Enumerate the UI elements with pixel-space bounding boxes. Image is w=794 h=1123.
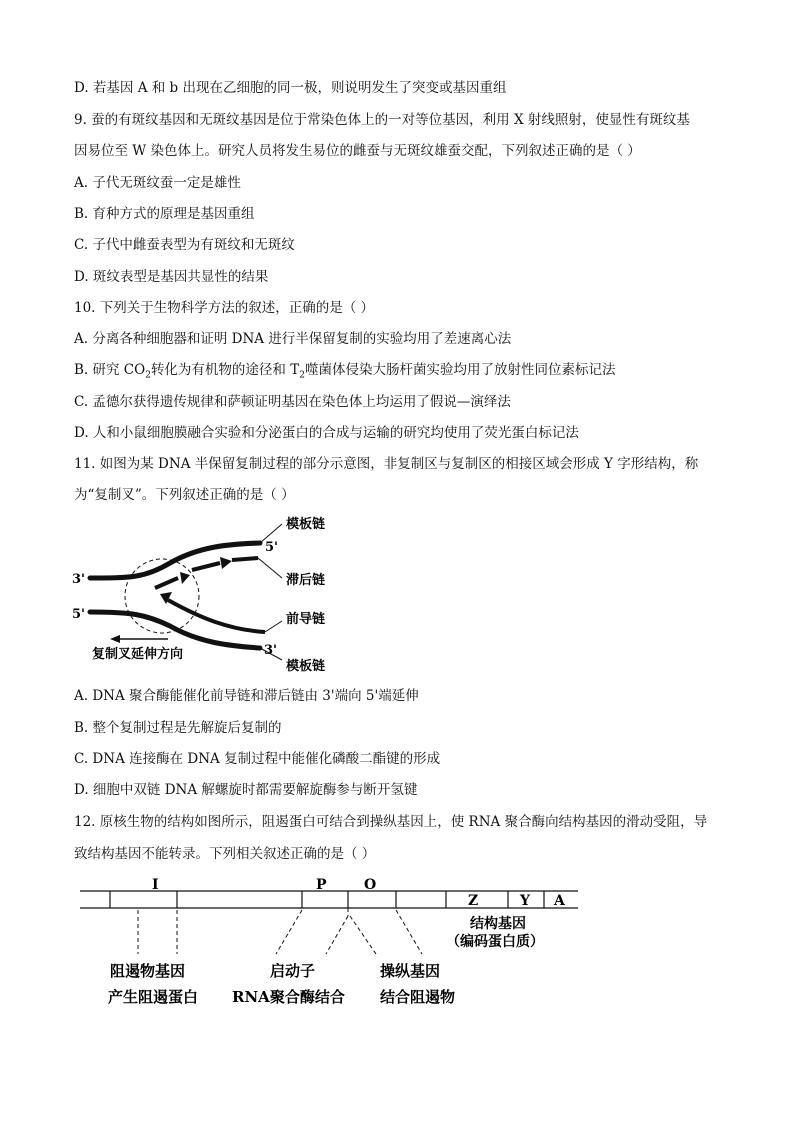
q8-option-d: D. 若基因 A 和 b 出现在乙细胞的同一极，则说明发生了突变或基因重组 <box>74 80 507 96</box>
gene-label-p: P <box>316 877 327 893</box>
operon-figure <box>80 872 600 1012</box>
q10b-subscript-2: 2 <box>299 370 305 381</box>
q11-stem-line2: 为“复制叉”。下列叙述正确的是（ ） <box>74 487 295 503</box>
q11-stem-line1: 11. 如图为某 DNA 半保留复制过程的部分示意图，非复制区与复制区的相接区域会形成 Y 字形结构，称 <box>74 456 699 472</box>
q9-stem-line2: 因易位至 W 染色体上。研究人员将发生易位的雌蚕与无斑纹雄蚕交配，下列叙述正确的是（ ） <box>74 143 641 159</box>
lagging-fragment-1 <box>155 578 178 588</box>
q10b-text-1: B. 研究 CO <box>74 362 146 378</box>
replication-fork-figure <box>60 508 360 678</box>
lagging-arrow-2 <box>220 557 232 569</box>
repressor-gene-label: 阻遏物基因 <box>110 962 186 980</box>
repressor-gene-note: 产生阻遏蛋白 <box>108 988 199 1006</box>
q10-option-a: A. 分离各种细胞器和证明 DNA 进行半保留复制的实验均用了差速离心法 <box>74 331 512 347</box>
promoter-note: RNA聚合酶结合 <box>232 988 345 1006</box>
q10-stem: 10. 下列关于生物科学方法的叙述，正确的是（ ） <box>74 300 375 316</box>
lagging-fragment-2 <box>192 563 220 570</box>
operator-note: 结合阻遏物 <box>380 988 456 1006</box>
gene-label-o: O <box>364 877 377 893</box>
gene-label-a: A <box>554 893 565 909</box>
q9-option-b: B. 育种方式的原理是基因重组 <box>74 206 255 222</box>
q9-stem-line1: 9. 蚕的有斑纹基因和无斑纹基因是位于常染色体上的一对等位基因，利用 X 射线照射，使显性有斑纹基 <box>74 112 690 128</box>
end-top-right: 5' <box>265 540 279 555</box>
gene-label-y: Y <box>520 893 530 909</box>
template-strand-bottom <box>90 612 260 648</box>
label-template-top: 模板链 <box>286 517 326 532</box>
q12-stem-line2: 致结构基因不能转录。下列相关叙述正确的是（ ） <box>74 846 376 862</box>
operator-label: 操纵基因 <box>380 962 441 980</box>
q10-option-c: C. 孟德尔获得遗传规律和萨顿证明基因在染色体上均运用了假说—演绎法 <box>74 394 511 410</box>
q10b-text-2: 转化为有机物的途径和 T <box>150 362 300 378</box>
direction-arrow-head <box>110 635 120 643</box>
end-left-top: 3' <box>72 572 86 587</box>
lagging-fragment-3 <box>232 558 258 560</box>
q11-option-a: A. DNA 聚合酶能催化前导链和滞后链由 3'端向 5'端延伸 <box>74 688 419 704</box>
structural-gene-note: （编码蛋白质） <box>446 934 544 950</box>
lagging-arrow-1 <box>180 572 190 584</box>
q9-option-d: D. 斑纹表型是基因共显性的结果 <box>74 269 269 285</box>
q10-option-b <box>74 361 615 385</box>
label-lagging: 滞后链 <box>286 573 326 588</box>
label-leading: 前导链 <box>286 612 326 627</box>
q11-option-d: D. 细胞中双链 DNA 解螺旋时都需要解旋酶参与断开氢键 <box>74 782 418 798</box>
label-template-bottom: 模板链 <box>286 659 326 674</box>
q9-option-a: A. 子代无斑纹蚕一定是雄性 <box>74 175 241 191</box>
q9-option-c: C. 子代中雌蚕表型为有斑纹和无斑纹 <box>74 237 295 253</box>
label-direction: 复制叉延伸方向 <box>92 647 184 662</box>
q10-option-d: D. 人和小鼠细胞膜融合实验和分泌蛋白的合成与运输的研究均使用了荧光蛋白标记法 <box>74 425 579 441</box>
q11-option-c: C. DNA 连接酶在 DNA 复制过程中能催化磷酸二酯键的形成 <box>74 751 441 767</box>
structural-gene-label: 结构基因 <box>470 916 526 932</box>
q10b-text-3: 噬菌体侵染大肠杆菌实验均用了放射性同位素标记法 <box>304 362 616 378</box>
q12-stem-line1: 12. 原核生物的结构如图所示，阻遏蛋白可结合到操纵基因上，使 RNA 聚合酶向结构基因的滑动受阻，导 <box>74 814 708 830</box>
q11-option-b: B. 整个复制过程是先解旋后复制的 <box>74 720 282 736</box>
q10b-subscript-1: 2 <box>145 370 151 381</box>
gene-label-z: Z <box>468 893 479 909</box>
end-left-bottom: 5' <box>72 607 86 622</box>
end-bottom-right: 3' <box>264 643 278 658</box>
gene-label-i: I <box>152 877 159 893</box>
promoter-label: 启动子 <box>270 962 316 980</box>
